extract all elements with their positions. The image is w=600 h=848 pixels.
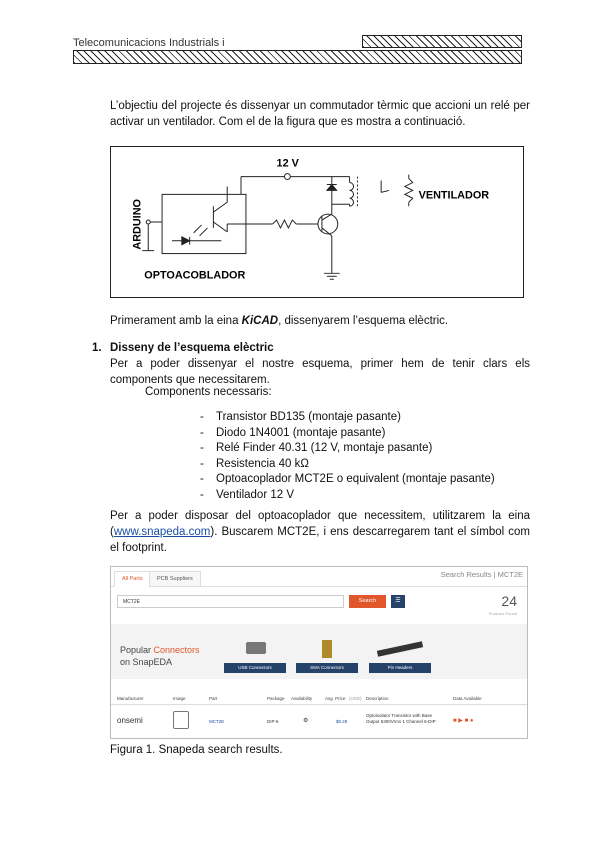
pin-headers-label: Pin Headers bbox=[369, 663, 431, 673]
popular-accent: Connectors bbox=[153, 645, 200, 655]
document-header-title: Telecomunicacions Industrials i bbox=[73, 37, 225, 49]
data-available-icons[interactable]: ■ ▶ ■ ● bbox=[453, 718, 474, 724]
component-item: - Relé Finder 40.31 (12 V, montaje pasante) bbox=[200, 441, 495, 457]
component-item: - Transistor BD135 (montaje pasante) bbox=[200, 410, 495, 426]
sma-connectors-card[interactable] bbox=[296, 640, 358, 673]
component-item: - Resistencia 40 kΩ bbox=[200, 457, 495, 473]
popular-heading bbox=[120, 644, 200, 668]
col-availability: Availability bbox=[291, 696, 313, 701]
table-row[interactable] bbox=[111, 707, 527, 737]
header-hatch-band bbox=[73, 50, 522, 64]
col-description: Description bbox=[366, 696, 389, 701]
snapeda-screenshot bbox=[110, 566, 528, 739]
usb-connector-image bbox=[224, 640, 286, 658]
circuit-diagram bbox=[110, 146, 524, 298]
chip-image bbox=[173, 711, 189, 729]
results-count-label: Products Found bbox=[488, 611, 517, 616]
intro-paragraph: L’objectiu del projecte és dissenyar un commutador tèrmic que accioni un relé per activar un ventilador. Com el de la figura que es mostra a continuació. bbox=[110, 100, 530, 128]
kicad-line bbox=[110, 313, 530, 329]
section-number: 1. bbox=[92, 342, 102, 354]
popular-prefix: Popular bbox=[120, 645, 154, 655]
section-title: Disseny de l’esquema elèctric bbox=[110, 342, 274, 354]
row-description: Optoisolator Transistor with Base Output 5300Vrms 1 Channel 6-DIP bbox=[366, 713, 436, 724]
snapeda-link[interactable]: www.snapeda.com bbox=[113, 526, 211, 538]
components-heading: Components necessaris: bbox=[145, 386, 272, 398]
snapeda-paragraph-after: ). Buscarem MCT2E, i ens descarregarem tant el símbol com el footprint. bbox=[110, 526, 530, 554]
components-list bbox=[200, 410, 495, 504]
col-price-unit: (USD) bbox=[349, 696, 362, 701]
col-part: Part bbox=[209, 696, 218, 701]
row-manufacturer: onsemi bbox=[117, 716, 143, 725]
tab-pcb-suppliers[interactable]: PCB Suppliers bbox=[149, 571, 201, 587]
arduino-label: ARDUINO bbox=[131, 199, 144, 250]
component-item: - Diodo 1N4001 (montaje pasante) bbox=[200, 426, 495, 442]
snapeda-paragraph bbox=[110, 508, 530, 556]
results-count: 24 bbox=[501, 593, 517, 609]
results-table-header bbox=[111, 693, 527, 705]
col-image: Image bbox=[173, 696, 186, 701]
component-item: - Optoacoplador MCT2E o equivalent (montaje pasante) bbox=[200, 472, 495, 488]
usb-connectors-card[interactable] bbox=[224, 640, 286, 673]
figure-caption: Figura 1. Snapeda search results. bbox=[110, 744, 283, 756]
tab-all-parts[interactable]: All Parts bbox=[114, 571, 150, 587]
kicad-line-after: , dissenyarem l’esquema elèctric. bbox=[278, 315, 449, 327]
sliders-icon[interactable]: ☰ bbox=[391, 595, 405, 608]
kicad-tool-name: KiCAD bbox=[241, 315, 279, 327]
opto-label: OPTOACOBLADOR bbox=[144, 269, 246, 282]
results-tabs bbox=[111, 567, 527, 587]
header-hatch-block bbox=[362, 35, 522, 48]
component-item: - Ventilador 12 V bbox=[200, 488, 495, 504]
col-manufacturer: Manufacturer bbox=[117, 696, 144, 701]
sma-connectors-label: SMA Connectors bbox=[296, 663, 358, 673]
section-intro: Per a poder dissenyar el nostre esquema, primer hem de tenir clars els components que necessitarem. bbox=[110, 358, 530, 386]
row-price: $0.28 bbox=[336, 719, 348, 724]
col-avg-price: Avg. Price bbox=[325, 696, 346, 701]
usb-connectors-label: USB Connectors bbox=[224, 663, 286, 673]
pin-header-image bbox=[369, 640, 431, 658]
row-part[interactable]: MCT2E bbox=[209, 719, 225, 724]
col-package: Package bbox=[267, 696, 285, 701]
row-package: DIP-6 bbox=[267, 719, 279, 724]
sma-connector-image bbox=[296, 640, 358, 658]
pin-headers-card[interactable] bbox=[369, 640, 431, 673]
col-data-available: Data Available bbox=[453, 696, 482, 701]
search-button[interactable]: Search bbox=[349, 595, 386, 608]
gear-icon[interactable]: ⚙ bbox=[303, 718, 309, 724]
supply-voltage-label: 12 V bbox=[276, 157, 299, 170]
fan-label: VENTILADOR bbox=[418, 189, 490, 202]
search-results-label: Search Results | MCT2E bbox=[440, 570, 523, 579]
popular-connectors-banner bbox=[111, 624, 527, 679]
snapeda-paragraph-before: Per a poder disposar del optoacoplador que necessitem, utilitzarem la eina ( bbox=[110, 510, 530, 538]
search-input[interactable]: MCT2E bbox=[117, 595, 344, 608]
popular-suffix: on SnapEDA bbox=[120, 657, 173, 667]
kicad-line-before: Primerament amb la eina bbox=[110, 315, 242, 327]
